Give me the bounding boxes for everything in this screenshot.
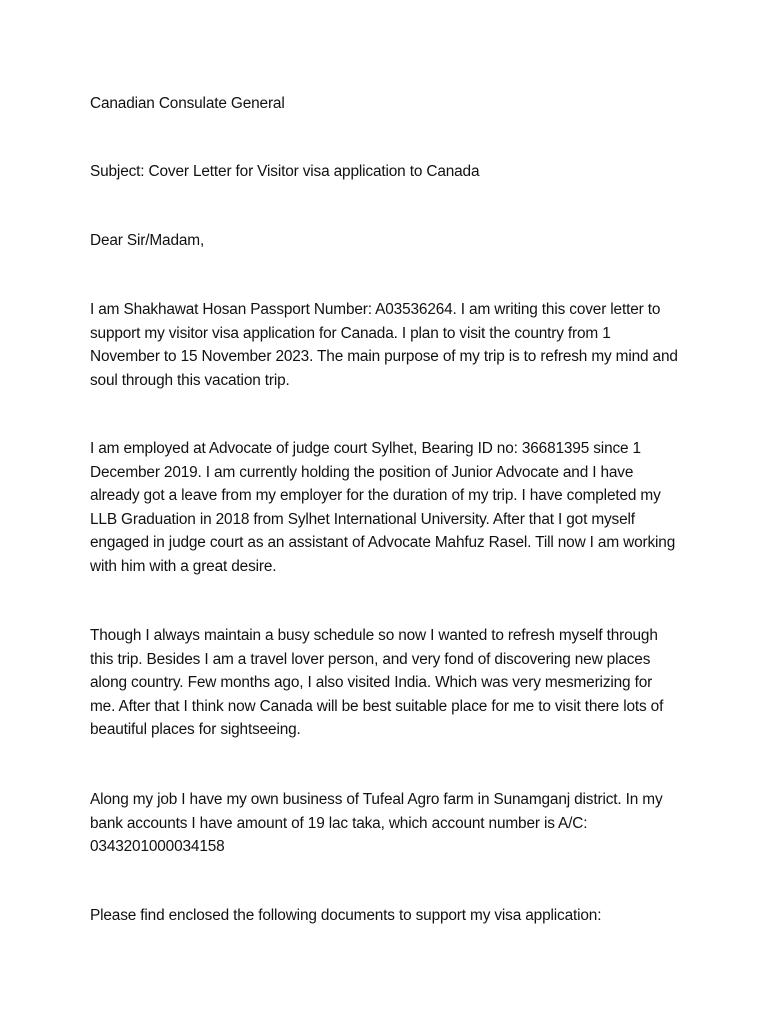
paragraph-employment: I am employed at Advocate of judge court Sylhet, Bearing ID no: 36681395 since 1 December 2019. I am currently holding the position of Junior Advocate and I have already got a leave from my employer for the duration of my trip. I have completed my LLB Graduation in 2018 from Sylhet International University. After that I got myself engaged in judge court as an assistant of Advocate Mahfuz Rasel. Till now I am working with him with a great desire. xyxy=(90,440,676,575)
subject-line: Subject: Cover Letter for Visitor visa application to Canada xyxy=(90,163,480,180)
greeting-line: Dear Sir/Madam, xyxy=(90,232,205,249)
recipient-line: Canadian Consulate General xyxy=(90,95,285,112)
paragraph-introduction: I am Shakhawat Hosan Passport Number: A03536264. I am writing this cover letter to support my visitor visa application for Canada. I plan to visit the country from 1 November to 15 November 2023. The main purpose of my trip is to refresh my mind and soul through this vacation trip. xyxy=(90,301,678,389)
paragraph-enclosures: Please find enclosed the following documents to support my visa application: xyxy=(90,907,602,924)
paragraph-travel-purpose: Though I always maintain a busy schedule so now I wanted to refresh myself through this trip. Besides I am a travel lover person, and very fond of discovering new places along country. Few months ago, I also visited India. Which was very mesmerizing for me. After that I think now Canada will be best suitable place for me to visit there lots of beautiful places for sightseeing. xyxy=(90,627,664,739)
paragraph-finances: Along my job I have my own business of Tufeal Agro farm in Sunamganj district. In my bank accounts I have amount of 19 lac taka, which account number is A/C: 0343201000034158 xyxy=(90,791,663,856)
